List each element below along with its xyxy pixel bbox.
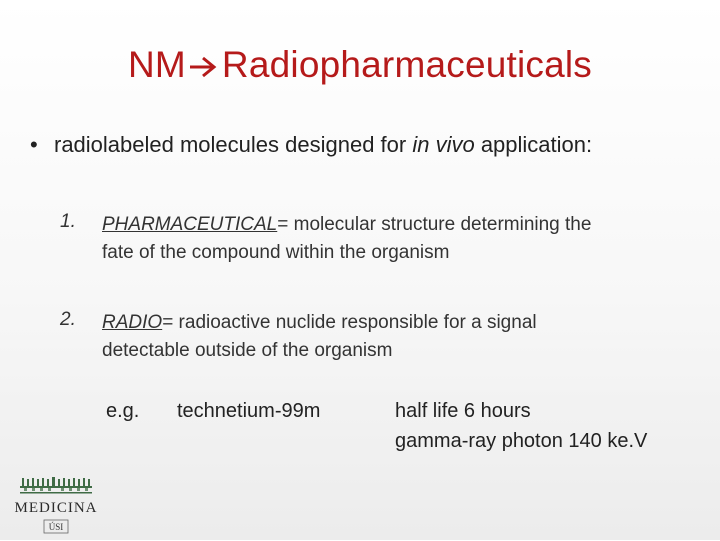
example-nuclide: technetium-99m: [177, 400, 321, 422]
bullet-text-after: application:: [474, 132, 593, 157]
list-item-number: 1.: [60, 211, 76, 232]
list-item-radio: [60, 309, 680, 365]
medicina-logo: [6, 474, 106, 536]
logo-sub: ÚSI: [48, 522, 64, 532]
logo-name: MEDICINA: [14, 500, 98, 516]
bullet-text-italic: in vivo: [412, 132, 475, 157]
list-item-pharmaceutical: [60, 211, 680, 267]
term-radio: RADIO: [102, 312, 163, 333]
list-item-number: 2.: [60, 309, 76, 330]
title-right: Radiopharmaceuticals: [221, 44, 593, 85]
item-line2: fate of the compound within the organism: [102, 242, 450, 263]
example-half-life: half life 6 hours: [395, 400, 531, 422]
item-line1-rest: = radioactive nuclide responsible for a signal: [162, 312, 537, 333]
term-pharmaceutical: PHARMACEUTICAL: [102, 214, 278, 235]
title-left: NM: [127, 44, 186, 85]
bullet-text-before: radiolabeled molecules designed for: [54, 132, 413, 157]
example-label: e.g.: [106, 400, 140, 422]
item-line1-rest: = molecular structure determining the: [277, 214, 592, 235]
main-bullet: [30, 132, 592, 158]
bullet-marker: •: [30, 132, 38, 157]
example-emission: gamma-ray photon 140 ke.V: [395, 430, 648, 452]
right-arrow-icon: [188, 46, 218, 88]
item-line2: detectable outside of the organism: [102, 340, 393, 361]
slide-title: [0, 44, 720, 88]
